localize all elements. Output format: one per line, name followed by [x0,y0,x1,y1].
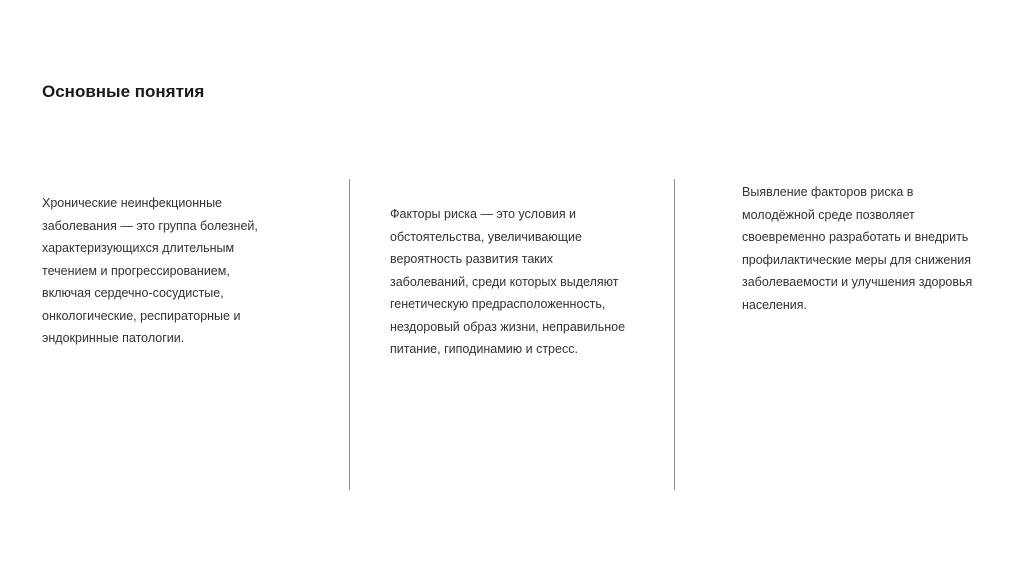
column-text-prevention: Выявление факторов риска в молодёжной среде позволяет своевременно разработать и внедрить профилактические меры для снижения заболеваемости и улучшения здоровья населения. [742,185,973,312]
slide-title: Основные понятия [42,82,205,101]
column-divider [349,179,350,490]
column-text-chronic-diseases: Хронические неинфекционные заболевания — это группа болезней, характеризующихся длительным течением и прогрессированием, включая сердечно-сосудистые, онкологические, респираторные и эндокринные патологии. [42,196,258,345]
column-divider [674,179,675,490]
column-text-risk-factors: Факторы риска — это условия и обстоятельства, увеличивающие вероятность развития таких заболеваний, среди которых выделяют генетическую предрасположенность, нездоровый образ жизни, неправильное питание, гиподинамию и стресс. [390,207,626,356]
